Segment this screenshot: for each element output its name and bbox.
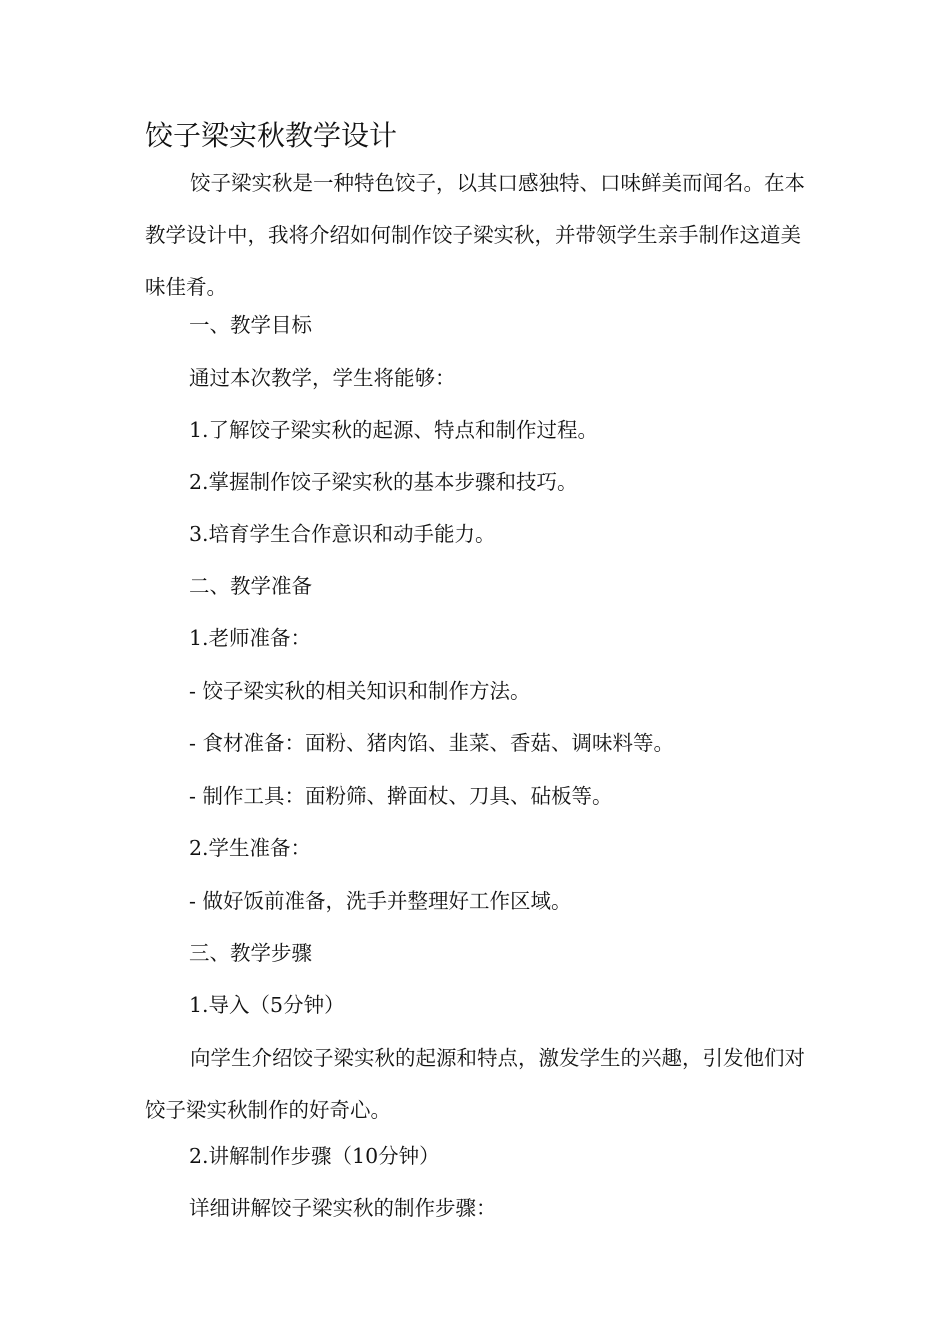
goal-item-3: 3.培育学生合作意识和动手能力。 — [189, 522, 496, 546]
document-title: 饺子梁实秋教学设计 — [145, 119, 398, 152]
section-heading-steps: 三、教学步骤 — [189, 941, 312, 965]
intro-paragraph: 饺子梁实秋是一种特色饺子，以其口感独特、口味鲜美而闻名。在本教学设计中，我将介绍如何制作饺子梁实秋，并带领学生亲手制作这道美味佳肴。 — [145, 171, 805, 299]
step-2-body: 详细讲解饺子梁实秋的制作步骤： — [189, 1196, 497, 1220]
teacher-prep-heading: 1.老师准备： — [189, 626, 312, 650]
goals-lead-text: 通过本次教学，学生将能够： — [189, 366, 456, 390]
step-2-heading: 2.讲解制作步骤（10分钟） — [189, 1144, 440, 1168]
section-heading-goals: 一、教学目标 — [189, 313, 312, 337]
student-prep-heading: 2.学生准备： — [189, 836, 312, 860]
step-1-body: 向学生介绍饺子梁实秋的起源和特点，激发学生的兴趣，引发他们对饺子梁实秋制作的好奇心。 — [145, 1046, 805, 1122]
goal-item-1: 1.了解饺子梁实秋的起源、特点和制作过程。 — [189, 418, 599, 442]
student-prep-item-1: - 做好饭前准备，洗手并整理好工作区域。 — [189, 889, 572, 913]
step-1-heading: 1.导入（5分钟） — [189, 993, 345, 1017]
teacher-prep-item-1: - 饺子梁实秋的相关知识和制作方法。 — [189, 679, 531, 703]
teacher-prep-item-2: - 食材准备：面粉、猪肉馅、韭菜、香菇、调味料等。 — [189, 731, 674, 755]
section-heading-preparation: 二、教学准备 — [189, 574, 312, 598]
goal-item-2: 2.掌握制作饺子梁实秋的基本步骤和技巧。 — [189, 470, 578, 494]
teacher-prep-item-3: - 制作工具：面粉筛、擀面杖、刀具、砧板等。 — [189, 784, 613, 808]
